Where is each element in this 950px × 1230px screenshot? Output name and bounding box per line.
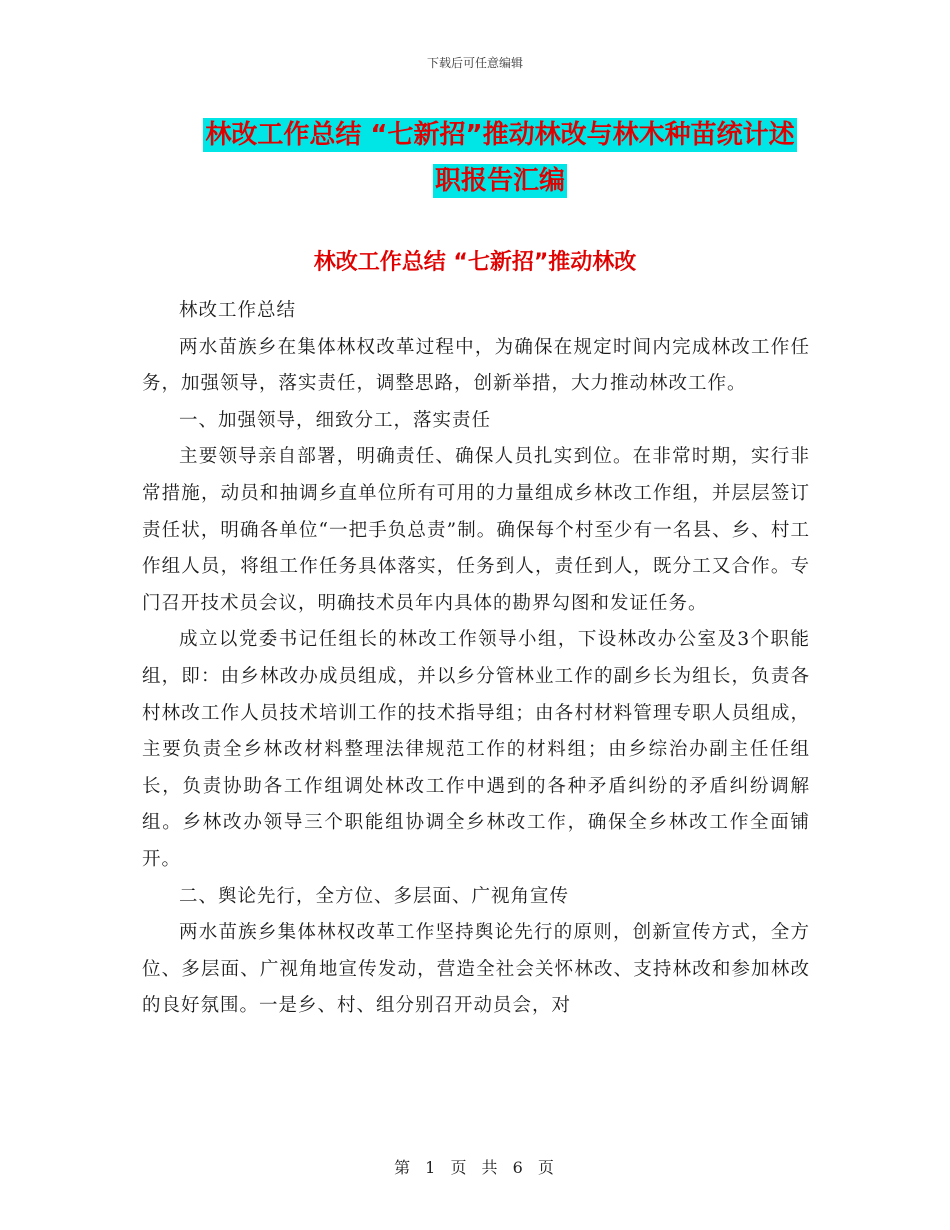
paragraph: 两水苗族乡在集体林权改革过程中，为确保在规定时间内完成林改工作任务，加强领导，落实责任，调整思路，创新举措，大力推动林改工作。 (142, 336, 810, 395)
paragraph: 林改工作总结 (179, 300, 297, 321)
section-title: 林改工作总结 “七新招”推动林改 (313, 250, 637, 275)
paragraph: 一、加强领导，细致分工，落实责任 (179, 409, 492, 431)
document-title-line-2: 职报告汇编 (434, 166, 565, 196)
header-note: 下载后可任意编辑 (426, 56, 523, 70)
paragraph: 两水苗族乡集体林权改革工作坚持舆论先行的原则，创新宣传方式，全方位、多层面、广视角地宣传发动，营造全社会关怀林改、支持林改和参加林改的良好氛围。一是乡、村、组分别召开动员会，对 (142, 922, 810, 1017)
paragraph: 成立以党委书记任组长的林改工作领导小组，下设林改办公室及3个职能组，即：由乡林改办成员组成，并以乡分管林业工作的副乡长为组长，负责各村林改工作人员技术培训工作的技术指导组；由各村材料管理专职人员组成，主要负责全乡林改材料整理法律规范工作的材料组；由乡综治办副主任任组长，负责协助各工作组调处林改工作中遇到的各种矛盾纠纷的矛盾纠纷调解组。乡林改办领导三个职能组协调全乡林改工作，确保全乡林改工作全面铺开。 (142, 629, 810, 870)
document-body (142, 293, 810, 1025)
page-number-footer: 第 1 页 共 6 页 (394, 1158, 556, 1177)
paragraph: 主要领导亲自部署，明确责任、确保人员扎实到位。在非常时期，实行非常措施，动员和抽调乡直单位所有可用的力量组成乡林改工作组，并层层签订责任状，明确各单位“一把手负总责”制。确保每个村至少有一名县、乡、村工作组人员，将组工作任务具体落实，任务到人，责任到人，既分工又合作。专门召开技术员会议，明确技术员年内具体的勘界勾图和发证任务。 (142, 446, 810, 614)
document-title-line-1: 林改工作总结 “七新招”推动林改与林木种苗统计述 (205, 120, 795, 150)
document-title (120, 112, 880, 204)
paragraph: 二、舆论先行，全方位、多层面、广视角宣传 (179, 885, 570, 907)
